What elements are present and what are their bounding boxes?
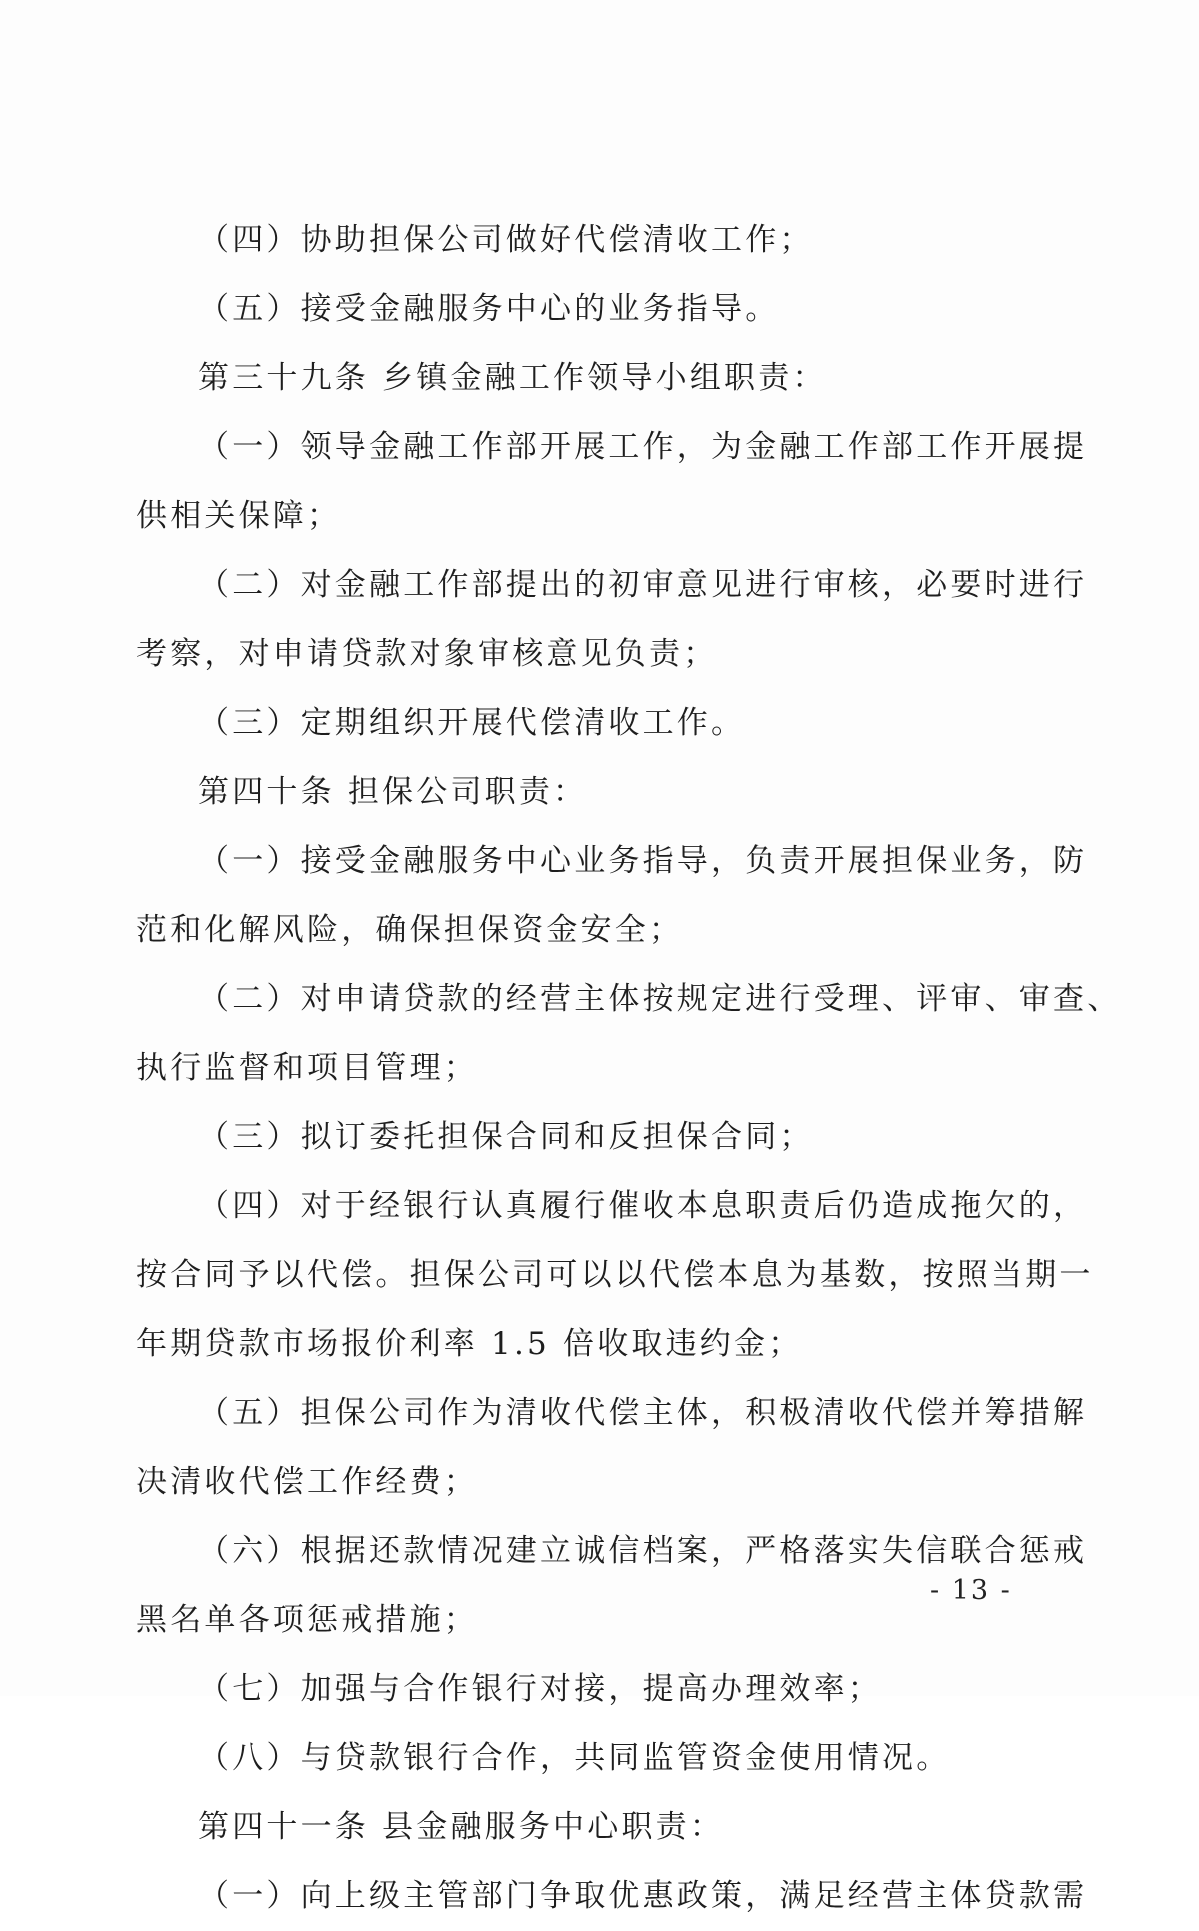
text-line: 黑名单各项惩戒措施； xyxy=(136,1602,478,1638)
text-line: （七）加强与合作银行对接，提高办理效率； xyxy=(198,1671,882,1707)
text-line: （五）担保公司作为清收代偿主体，积极清收代偿并筹措解 xyxy=(198,1395,1088,1431)
text-line: （一）接受金融服务中心业务指导，负责开展担保业务，防 xyxy=(198,843,1088,879)
text-line-clause-4-assist: （四）协助担保公司做好代偿清收工作； xyxy=(198,222,814,258)
text-line: （六）根据还款情况建立诚信档案，严格落实失信联合惩戒 xyxy=(198,1533,1088,1569)
text-line: 执行监督和项目管理； xyxy=(136,1050,478,1086)
text-line: （一）领导金融工作部开展工作，为金融工作部工作开展提 xyxy=(198,429,1088,465)
text-line: 按合同予以代偿。担保公司可以以代偿本息为基数，按照当期一 xyxy=(136,1257,1094,1293)
text-line: 考察，对申请贷款对象审核意见负责； xyxy=(136,636,718,672)
document-body xyxy=(136,206,1122,1931)
page-number: - 13 - xyxy=(930,1575,1012,1606)
article-39-heading: 第三十九条 乡镇金融工作领导小组职责： xyxy=(198,360,827,396)
text-line: （四）对于经银行认真履行催收本息职责后仍造成拖欠的， xyxy=(198,1188,1088,1224)
text-line: 决清收代偿工作经费； xyxy=(136,1464,478,1500)
text-line: （二）对申请贷款的经营主体按规定进行受理、评审、审查、 xyxy=(198,981,1122,1017)
text-line: 范和化解风险，确保担保资金安全； xyxy=(136,912,684,948)
text-line: （二）对金融工作部提出的初审意见进行审核，必要时进行 xyxy=(198,567,1088,603)
article-40-heading: 第四十条 担保公司职责： xyxy=(198,774,588,810)
text-line: （三）定期组织开展代偿清收工作。 xyxy=(198,705,746,741)
text-line: （八）与贷款银行合作，共同监管资金使用情况。 xyxy=(198,1740,951,1776)
text-line: （三）拟订委托担保合同和反担保合同； xyxy=(198,1119,814,1155)
text-line: （一）向上级主管部门争取优惠政策，满足经营主体贷款需 xyxy=(198,1878,1088,1914)
text-line: 年期贷款市场报价利率 1.5 倍收取违约金； xyxy=(136,1326,803,1362)
text-line-clause-5-guidance: （五）接受金融服务中心的业务指导。 xyxy=(198,291,780,327)
text-line: 供相关保障； xyxy=(136,498,342,534)
article-41-heading: 第四十一条 县金融服务中心职责： xyxy=(198,1809,725,1845)
